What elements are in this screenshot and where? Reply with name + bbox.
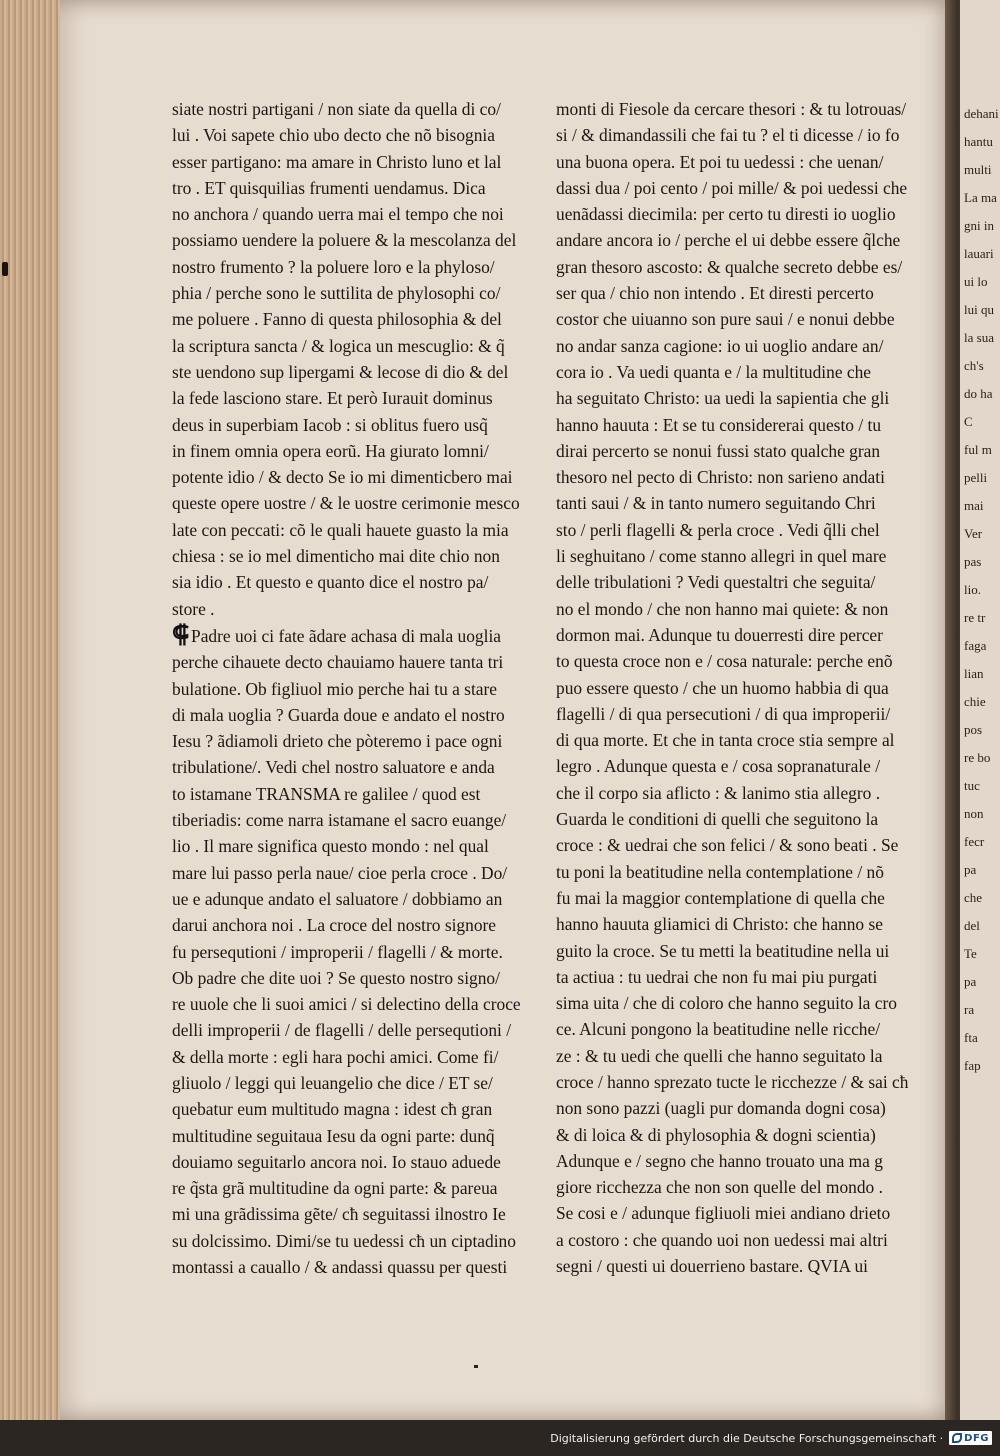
next-page-line: hantu [964,134,993,149]
text-line-content: guito la croce. Se tu metti la beatitudine nella ui [556,940,890,961]
text-line-content: siate nostri partigani / non siate da quella di co/ [172,99,501,119]
text-line [556,1016,916,1042]
footer-credit-text: Digitalisierung gefördert durch die Deutsche Forschungsgemeinschaft · [550,1431,944,1445]
text-line [172,517,522,543]
text-line [556,753,916,779]
text-line-content: tro . ET quisquilias frumenti uendamus. Dica [172,177,486,198]
next-page-line: ful m [964,442,992,457]
text-line [172,1017,522,1043]
text-line [556,622,916,648]
text-line-content: chiesa : se io mel dimenticho mai dite chio non [172,546,500,567]
text-line-content: cora io . Va uedi quanta e / la multitudine che [556,361,872,382]
text-line-content: croce : & uedrai che son felici / & sono beati . Se [556,835,899,856]
text-line-content: quebatur eum multitudo magna : idest cħ gran [172,1099,493,1120]
text-line-content: mare lui passo perla naue/ cioe perla croce . Do/ [172,862,508,883]
text-line [556,885,916,911]
text-line [172,702,522,728]
next-page-line: chie [964,694,986,709]
text-line [556,1253,916,1279]
text-line-content: ue e adunque andato el saluatore / dobbiamo an [172,888,503,909]
text-line [556,412,916,438]
text-line [172,122,522,148]
text-line [556,1043,916,1069]
text-line-content: legro . Adunque questa e / cosa sopranaturale / [556,756,881,777]
text-line-content: ta actiua : tu uedrai che non fu mai piu purgati [556,966,878,987]
text-line-content: sima uita / che di coloro che hanno seguito la cro [556,993,897,1014]
text-line-content: si / & dimandassili che fai tu ? el ti dicesse / io fo [556,125,900,146]
text-line [172,912,522,938]
text-line [172,254,522,280]
text-line [172,1096,522,1122]
text-line [556,254,916,280]
text-line-content: non sono pazzi (uagli pur domanda dogni cosa) [556,1098,886,1119]
text-line [556,96,916,122]
text-line-content: gran thesoro ascosto: & qualche secreto debbe es/ [556,256,903,277]
text-line [556,122,916,148]
text-line [556,543,916,569]
text-line [556,1122,916,1148]
text-line [556,490,916,516]
text-line-content: ce. Alcuni pongono la beatitudine nelle ricche/ [556,1019,881,1040]
text-line [172,385,522,411]
next-page-line: lui qu [964,302,994,317]
text-line [172,1149,522,1175]
text-line [172,1044,522,1070]
ink-spot [2,262,8,276]
next-page-line: fta [964,1030,978,1045]
text-line-content: queste opere uostre / & le uostre cerimonie mesco [172,493,520,514]
text-line [172,965,522,991]
next-page-text-fragment [960,0,1000,1080]
text-line [172,1070,522,1096]
text-line [556,1148,916,1174]
text-line-content: Iesu ? ãdiamoli drieto che pòteremo i pace ogni [172,731,503,752]
next-page-line: lian [964,666,984,681]
text-line-content: la scriptura sancta / & logica un mescuglio: & q̃ [172,335,505,356]
text-line [172,96,522,122]
text-line-content: tanti saui / & in tanto numero seguitando Chri [556,493,876,514]
text-line-content: li seghuitano / come stanno allegri in quel mare [556,546,887,567]
text-line [556,859,916,885]
text-line-content: & di loica & di phylosophia & dogni scientia) [556,1124,876,1145]
text-line [556,675,916,701]
text-line-content: tu poni la beatitudine nella contemplatione / nõ [556,861,884,882]
text-line-content: delle tribulationi ? Vedi questaltri che seguita/ [556,572,876,593]
text-line-content: darui anchora noi . La croce del nostro signore [172,915,497,936]
text-line-content: Se cosi e / adunque figliuoli miei andiano drieto [556,1203,891,1224]
text-line [556,1174,916,1200]
text-line-content: hanno hauuta : Et se tu considererai questo / tu [556,414,882,435]
next-page-line: fecr [964,834,985,849]
text-line-content: phia / perche sono le suttilita de phylosophi co/ [172,283,501,304]
text-line-content: dassi dua / poi cento / poi mille/ & poi uedessi che [556,177,908,198]
text-line-content: giore ricchezza che non son quelle del mondo . [556,1177,883,1198]
next-page-line: pa [964,974,977,989]
text-line [172,754,522,780]
text-line-content: puo essere questo / che un huomo habbia di qua [556,677,889,698]
text-line-content: tribulatione/. Vedi chel nostro saluatore e anda [172,757,495,778]
text-line-content: bulatione. Ob figliuol mio perche hai tu a stare [172,678,498,699]
next-page-line: pa [964,862,977,877]
text-line-content: dirai percerto se nonui fussi stato qualche gran [556,440,881,461]
text-line-content: monti di Fiesole da cercare thesori : & tu lotrouas/ [556,99,907,119]
text-line [172,1175,522,1201]
text-line [172,781,522,807]
text-line [556,517,916,543]
next-page-line: ch's [964,358,984,373]
text-line [556,438,916,464]
text-line [172,886,522,912]
text-line-content: Adunque e / segno che hanno trouato una ma g [556,1150,883,1171]
text-line [172,833,522,859]
text-line [556,149,916,175]
text-line [172,280,522,306]
right-text-column [556,96,916,1279]
text-line-content: ze : & tu uedi che quelli che hanno seguitato la [556,1045,883,1066]
text-line-content: dormon mai. Adunque tu douerresti dire percer [556,624,883,645]
text-line-content: possiamo uendere la poluere & la mescolanza del [172,230,517,251]
text-line [172,676,522,702]
text-line [556,990,916,1016]
text-line [556,333,916,359]
next-page-line: Ver [964,526,983,541]
next-page-line: Te [964,946,977,961]
text-line-content: no anchora / quando uerra mai el tempo che noi [172,204,504,225]
text-line [556,938,916,964]
text-line-content: su dolcissimo. Dimi/se tu uedessi cħ un ciptadino [172,1230,516,1251]
text-line-content: nostro frumento ? la poluere loro e la phyloso/ [172,256,495,277]
text-line-content: Padre uoi ci fate ãdare achasa di mala uoglia [191,625,502,646]
text-line [172,227,522,253]
text-line-content: thesoro nel pecto di Christo: non sarieno andati [556,467,885,488]
text-line [556,569,916,595]
text-line [172,1254,522,1280]
text-line-content: perche cihauete decto chauiamo hauere tanta tri [172,652,504,673]
page-mark [474,1365,478,1368]
text-line-content: douiamo seguitarlo ancora noi. Io stauo aduede [172,1151,501,1172]
text-line-content: hanno hauuta gliamici di Christo: che hanno se [556,914,883,935]
text-line [556,227,916,253]
text-line [172,622,522,649]
next-page-line: ra [964,1002,975,1017]
text-line-content: Guarda le conditioni di quelli che seguitono la [556,809,879,830]
text-line-content: no andar sanza cagione: io ui uoglio andare an/ [556,335,884,356]
text-line [172,1123,522,1149]
text-line [172,860,522,886]
text-line-content: di qua morte. Et che in tanta croce stia sempre al [556,730,895,751]
text-line-content: delli improperii / de flagelli / delle persequtioni / [172,1020,512,1041]
text-line-content: montassi a cauallo / & andassi quassu per questi [172,1257,508,1278]
next-page-line: re bo [964,750,991,765]
text-line [172,201,522,227]
text-line-content: andare ancora io / perche el ui debbe essere q̃lche [556,230,901,251]
text-line [556,201,916,227]
text-line-content: multitudine seguitaua Iesu da ogni parte: dunq̃ [172,1125,495,1146]
pilcrow-icon: ⸿ [172,621,190,648]
text-line [556,701,916,727]
text-line [556,306,916,332]
text-line-content: store . [172,598,215,619]
text-line [172,649,522,675]
text-line-content: uenãdassi diecimila: per certo tu diresti io uoglio [556,204,896,225]
text-line [172,596,522,622]
text-line-content: deus in superbiam Iacob : si oblitus fuero usq̃ [172,414,488,435]
text-line [556,359,916,385]
text-line [172,438,522,464]
next-page-line: multi [964,162,992,177]
dfg-logo-text: DFG [964,1432,989,1444]
next-page-line: mai [964,498,984,513]
text-line [172,543,522,569]
text-line [172,412,522,438]
text-line [556,596,916,622]
text-line [172,464,522,490]
text-line [556,1069,916,1095]
text-line-content: ste uendono sup lipergami & lecose di dio & del [172,361,509,382]
next-page-line: lio. [964,582,981,597]
text-line [172,333,522,359]
text-line-content: lio . Il mare significa questo mondo : nel qual [172,836,489,857]
text-line [556,911,916,937]
text-line [556,648,916,674]
text-line [556,280,916,306]
text-line-content: gliuolo / leggi qui leuangelio che dice / ET se/ [172,1072,493,1093]
text-line-content: sto / perli flagelli & perla croce . Vedi q̃lli chel [556,519,880,540]
next-page-line: re tr [964,610,986,625]
next-page-line: fap [964,1058,981,1073]
text-line-content: re uuole che li suoi amici / si delectino della croce [172,994,521,1015]
next-page-line: la sua [964,330,994,345]
text-line [172,359,522,385]
text-line [556,1200,916,1226]
next-page-line: ui lo [964,274,988,289]
next-page-line: C [964,414,973,429]
next-page-line: dehani [964,106,999,121]
text-line-content: to istamane TRANSMA re galilee / quod est [172,783,481,804]
text-line-content: croce / hanno sprezato tucte le ricchezze / & sai cħ [556,1071,909,1092]
text-line-content: in finem omnia opera eorũ. Ha giurato lomni/ [172,440,489,461]
next-page-line: che [964,890,983,905]
text-line-content: ser qua / chio non intendo . Et diresti percerto [556,283,874,304]
next-page-line: pos [964,722,983,737]
text-line-content: di mala uoglia ? Guarda doue e andato el nostro [172,704,505,725]
text-line [172,991,522,1017]
next-page-line: La ma [964,190,997,205]
next-page-line: gni in [964,218,994,233]
text-line [556,806,916,832]
text-line-content: una buona opera. Et poi tu uedessi : che uenan/ [556,151,884,172]
text-line [556,464,916,490]
text-line [556,832,916,858]
next-page-line: tuc [964,778,980,793]
text-line [556,727,916,753]
text-line [172,728,522,754]
text-line [172,1228,522,1254]
text-line-content: fu persequtioni / improperii / flagelli / & morte. [172,941,503,962]
text-line [556,1095,916,1121]
dfg-logo[interactable] [949,1431,992,1445]
text-line-content: sia idio . Et questo e quanto dice el nostro pa/ [172,572,489,593]
text-line-content: ha seguitato Christo: ua uedi la sapientia che gli [556,388,890,409]
next-page-line: del [964,918,980,933]
text-line-content: no el mondo / che non hanno mai quiete: & non [556,598,889,619]
text-line-content: tiberiadis: come narra istamane el sacro euange/ [172,810,507,831]
text-line-content: che il corpo sia aflicto : & lanimo stia allegro . [556,782,881,803]
text-line [172,149,522,175]
next-page-line: pelli [964,470,988,485]
text-line-content: & della morte : egli hara pochi amici. Come fi/ [172,1046,499,1067]
next-page-line: do ha [964,386,993,401]
next-page-line: lauari [964,246,994,261]
text-line-content: a costoro : che quando uoi non uedessi mai altri [556,1229,888,1250]
text-line-content: esser partigano: ma amare in Christo luno et lal [172,151,502,172]
text-line [172,490,522,516]
next-page-line: pas [964,554,982,569]
text-line [172,569,522,595]
text-line [172,1201,522,1227]
text-line-content: costor che uiuanno son pure saui / e nonui debbe [556,309,895,330]
text-line-content: mi una grãdissima gẽte/ cħ seguitassi ilnostro Ie [172,1204,506,1225]
text-line-content: segni / questi ui douerrieno bastare. QVIA ui [556,1256,868,1277]
text-line-content: Ob padre che dite uoi ? Se questo nostro signo/ [172,967,500,988]
text-line [556,780,916,806]
digitization-footer [0,1420,1000,1456]
text-line [556,385,916,411]
text-line [556,175,916,201]
text-line-content: re q̃sta grã multitudine da ogni parte: & pareua [172,1178,498,1199]
text-line-content: fu mai la maggior contemplatione di quella che [556,887,885,908]
next-page-line: faga [964,638,987,653]
text-line-content: lui . Voi sapete chio ubo decto che nõ bisognia [172,125,495,146]
next-page-edge [960,0,1000,1420]
text-line [172,175,522,201]
dfg-logo-icon [952,1433,962,1443]
left-text-column [172,96,522,1280]
text-line [172,939,522,965]
text-line-content: late con peccati: cõ le quali hauete guasto la mia [172,519,509,540]
text-line [556,1227,916,1253]
text-line-content: potente idio / & decto Se io mi dimenticbero mai [172,467,513,488]
text-line-content: me poluere . Fanno di questa philosophia & del [172,309,502,330]
text-line [556,964,916,990]
text-line-content: flagelli / di qua persecutioni / di qua improperii/ [556,703,891,724]
next-page-line: non [964,806,984,821]
text-line [172,306,522,332]
text-line-content: la fede lasciono stare. Et però Iurauit dominus [172,388,493,409]
text-line-content: to questa croce non e / cosa naturale: perche enõ [556,651,893,672]
text-line [172,807,522,833]
